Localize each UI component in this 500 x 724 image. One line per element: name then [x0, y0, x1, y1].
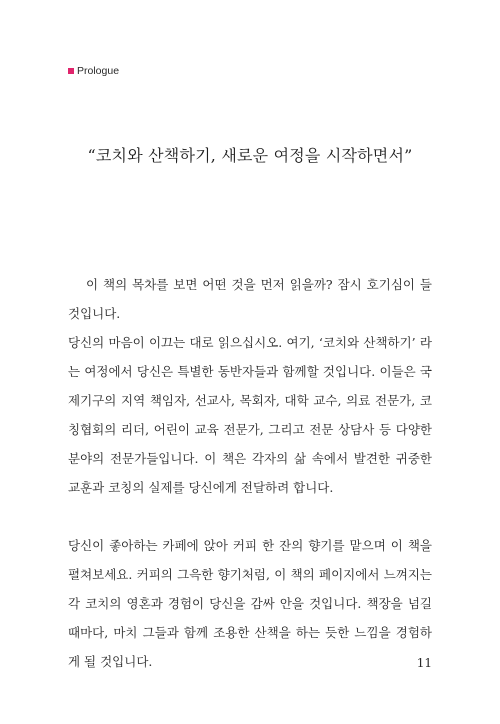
paragraph-2: 당신의 마음이 이끄는 대로 읽으십시오. 여기, ‘코치와 산책하기’ 라는 여정에서 당신은 특별한 동반자들과 함께할 것입니다. 이들은 국제기구의 지역 책임자, 선교사, 목회자, 대학 교수, 의료 전문가, 코칭협회의 리더, 어린이 교육 전문가, 그리고 전문 상담사 등 다양한 분야의 전문가들입니다. 이 책은 각자의 삶 속에서 발견한 귀중한 교훈과 코칭의 실제를 당신에게 전달하려 합니다. [68, 335, 432, 495]
paragraph-3: 당신이 좋아하는 카페에 앉아 커피 한 잔의 향기를 맡으며 이 책을 펼쳐보세요. 커피의 그윽한 향기처럼, 이 책의 페이지에서 느껴지는 각 코치의 영혼과 경험이 당신을 감싸 안을 것입니다. 책장을 넘길 때마다, 마치 그들과 함께 조용한 산책을 하는 듯한 느낌을 경험하게 될 것입니다. [68, 538, 432, 669]
chapter-title: “코치와 산책하기, 새로운 여정을 시작하면서” [87, 146, 413, 165]
body-text [68, 270, 432, 676]
section-label-text: Prologue [77, 65, 120, 77]
section-marker-square [68, 68, 74, 74]
page-number: 11 [416, 656, 432, 670]
section-label [68, 65, 119, 77]
paragraph-1: 이 책의 목차를 보면 어떤 것을 먼저 읽을까? 잠시 호기심이 들 것입니다. [68, 277, 432, 321]
